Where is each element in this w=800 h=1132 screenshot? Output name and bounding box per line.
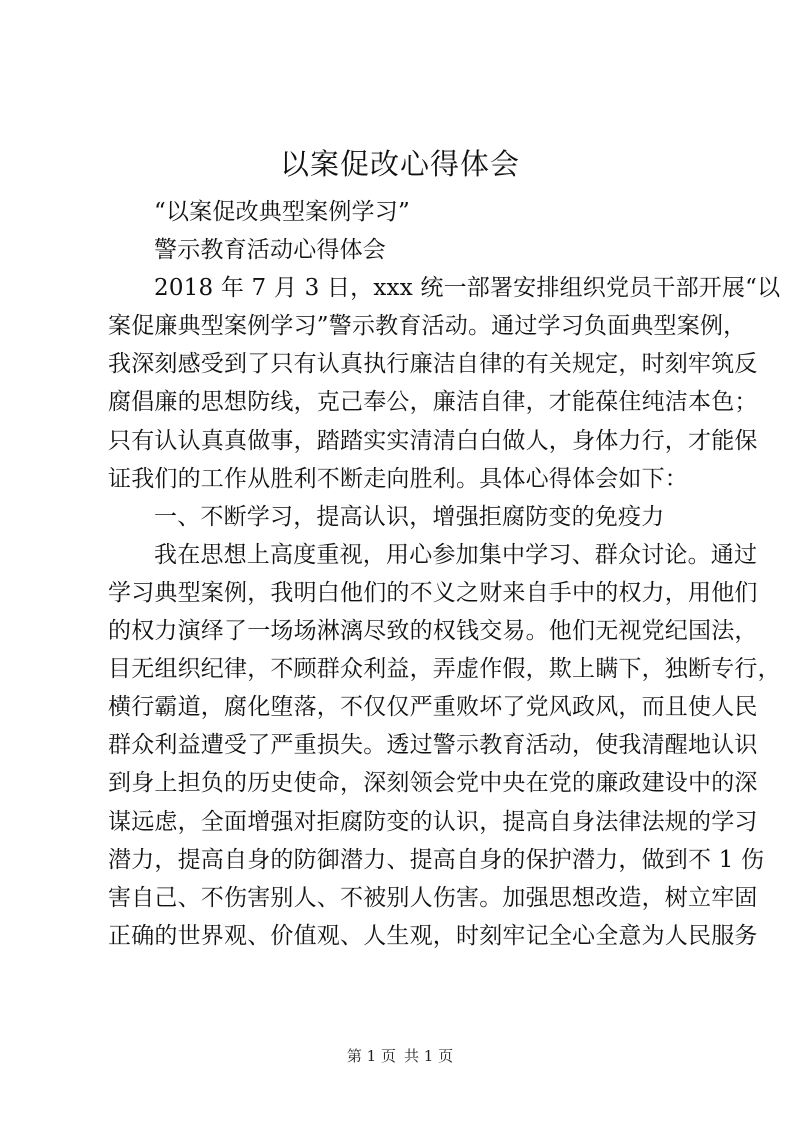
paragraph-line: 证我们的工作从胜利不断走向胜利。具体心得体会如下： — [108, 465, 688, 492]
paragraph-line: 2018 年 7 月 3 日，xxx 统一部署安排组织党员干部开展“以 — [154, 275, 781, 302]
page-number: 第 1 页 — [346, 1047, 396, 1065]
document-body — [108, 193, 781, 955]
document-title: 以案促改心得体会 — [279, 147, 520, 181]
paragraph-line: 横行霸道，腐化堕落，不仅仅严重败坏了党风政风，而且使人民 — [108, 694, 758, 721]
paragraph-line: 目无组织纪律，不顾群众利益，弄虚作假，欺上瞒下，独断专行， — [108, 656, 781, 683]
paragraph-line: 到身上担负的历史使命，深刻领会党中央在党的廉政建设中的深 — [108, 770, 758, 797]
page-total: 共 1 页 — [404, 1047, 454, 1065]
paragraph-line: 我在思想上高度重视，用心参加集中学习、群众讨论。通过 — [154, 541, 758, 568]
paragraph-line: 潜力，提高自身的防御潜力、提高自身的保护潜力，做到不 1 伤 — [108, 846, 765, 873]
paragraph-line: 我深刻感受到了只有认真执行廉洁自律的有关规定，时刻牢筑反 — [108, 351, 758, 378]
paragraph-line: 腐倡廉的思想防线，克己奉公，廉洁自律，才能葆住纯洁本色； — [108, 389, 758, 416]
paragraph-line: 谋远虑，全面增强对拒腐防变的认识，提高自身法律法规的学习 — [108, 808, 758, 835]
subtitle-line: “以案促改典型案例学习” — [154, 199, 410, 225]
paragraph-line: 案促廉典型案例学习”警示教育活动。通过学习负面典型案例， — [108, 313, 747, 340]
page-footer — [0, 1046, 800, 1066]
paragraph-line: 害自己、不伤害别人、不被别人伤害。加强思想改造，树立牢固 — [108, 884, 758, 911]
paragraph-line: 学习典型案例，我明白他们的不义之财来自手中的权力，用他们 — [108, 579, 758, 606]
subtitle-line: 警示教育活动心得体会 — [154, 237, 386, 264]
paragraph-line: 的权力演绎了一场场淋漓尽致的权钱交易。他们无视党纪国法， — [108, 618, 758, 645]
section-heading: 一、不断学习，提高认识，增强拒腐防变的免疫力 — [154, 503, 665, 530]
paragraph-line: 群众利益遭受了严重损失。透过警示教育活动，使我清醒地认识 — [108, 732, 758, 759]
paragraph-line: 正确的世界观、价值观、人生观，时刻牢记全心全意为人民服务 — [108, 922, 758, 949]
paragraph-line: 只有认认真真做事，踏踏实实清清白白做人，身体力行，才能保 — [108, 427, 758, 454]
